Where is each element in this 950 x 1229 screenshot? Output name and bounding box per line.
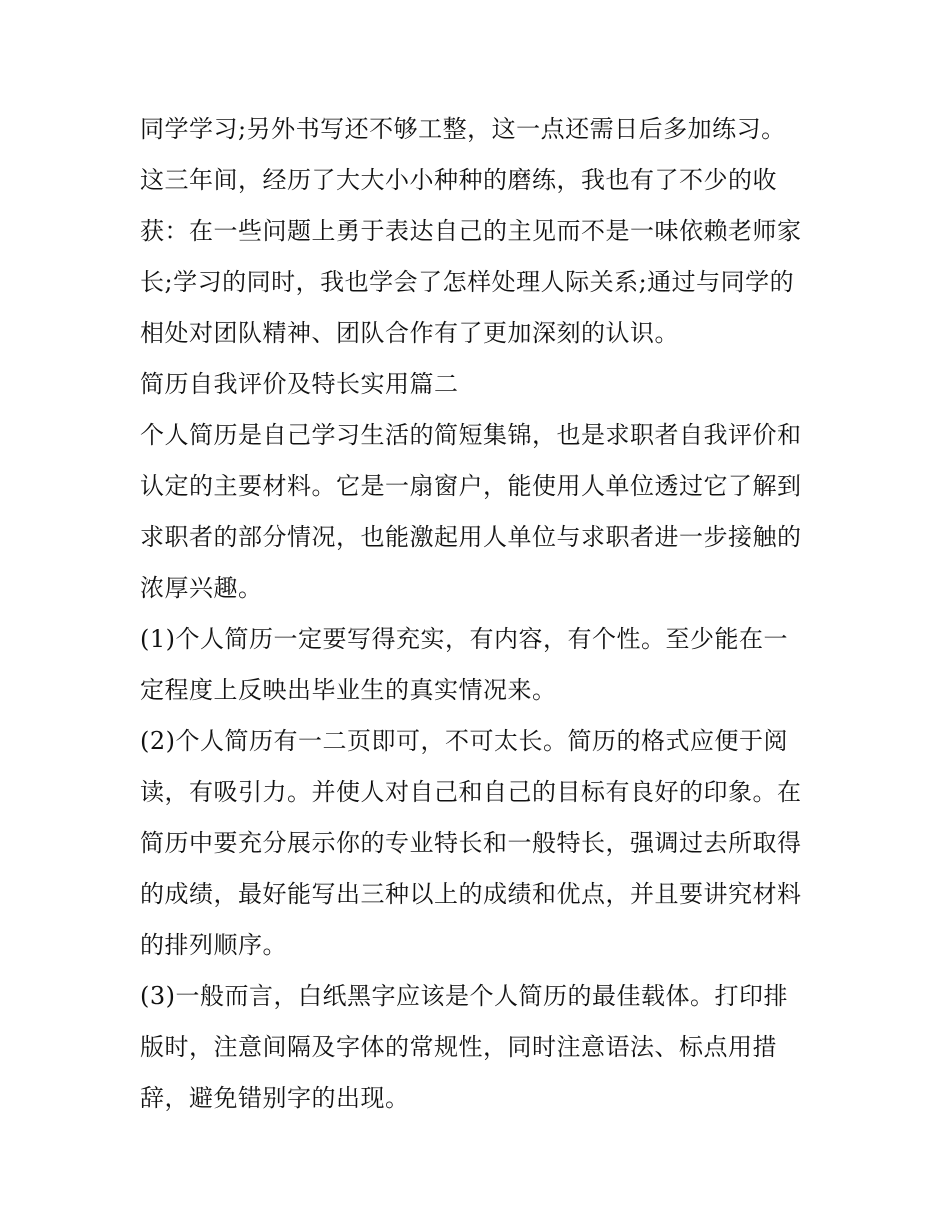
text-line: 获：在一些问题上勇于表达自己的主见而不是一味依赖老师家 — [140, 217, 802, 245]
text-line: 个人简历是自己学习生活的简短集锦，也是求职者自我评价和 — [140, 421, 802, 449]
text-line: 求职者的部分情况，也能激起用人单位与求职者进一步接触的 — [140, 523, 802, 551]
list-item-3-line: (3)一般而言，白纸黑字应该是个人简历的最佳载体。打印排 — [140, 982, 788, 1010]
list-item-3-line: 版时，注意间隔及字体的常规性，同时注意语法、标点用措 — [140, 1033, 777, 1061]
document-body — [140, 104, 820, 1124]
text-line: 同学学习;另外书写还不够工整，这一点还需日后多加练习。 — [140, 115, 786, 143]
text-line: 这三年间，经历了大大小小种种的磨练，我也有了不少的收 — [140, 166, 777, 194]
list-item-2-line: 的排列顺序。 — [140, 931, 287, 959]
text-line: 认定的主要材料。它是一扇窗户，能使用人单位透过它了解到 — [140, 472, 802, 500]
text-line: 浓厚兴趣。 — [140, 574, 263, 602]
text-line: 长;学习的同时，我也学会了怎样处理人际关系;通过与同学的 — [140, 268, 795, 296]
list-item-2-line: (2)个人简历有一二页即可，不可太长。简历的格式应便于阅 — [140, 727, 788, 755]
section-heading: 简历自我评价及特长实用篇二 — [140, 370, 459, 398]
list-item-2-line: 简历中要充分展示你的专业特长和一般特长，强调过去所取得 — [140, 829, 802, 857]
list-item-2-line: 读，有吸引力。并使人对自己和自己的目标有良好的印象。在 — [140, 778, 802, 806]
list-item-1-line: (1)个人简历一定要写得充实，有内容，有个性。至少能在一 — [140, 625, 788, 653]
list-item-1-line: 定程度上反映出毕业生的真实情况来。 — [140, 676, 557, 704]
list-item-3-line: 辞，避免错别字的出现。 — [140, 1084, 410, 1112]
list-item-2-line: 的成绩，最好能写出三种以上的成绩和优点，并且要讲究材料 — [140, 880, 802, 908]
text-line: 相处对团队精神、团队合作有了更加深刻的认识。 — [140, 319, 679, 347]
